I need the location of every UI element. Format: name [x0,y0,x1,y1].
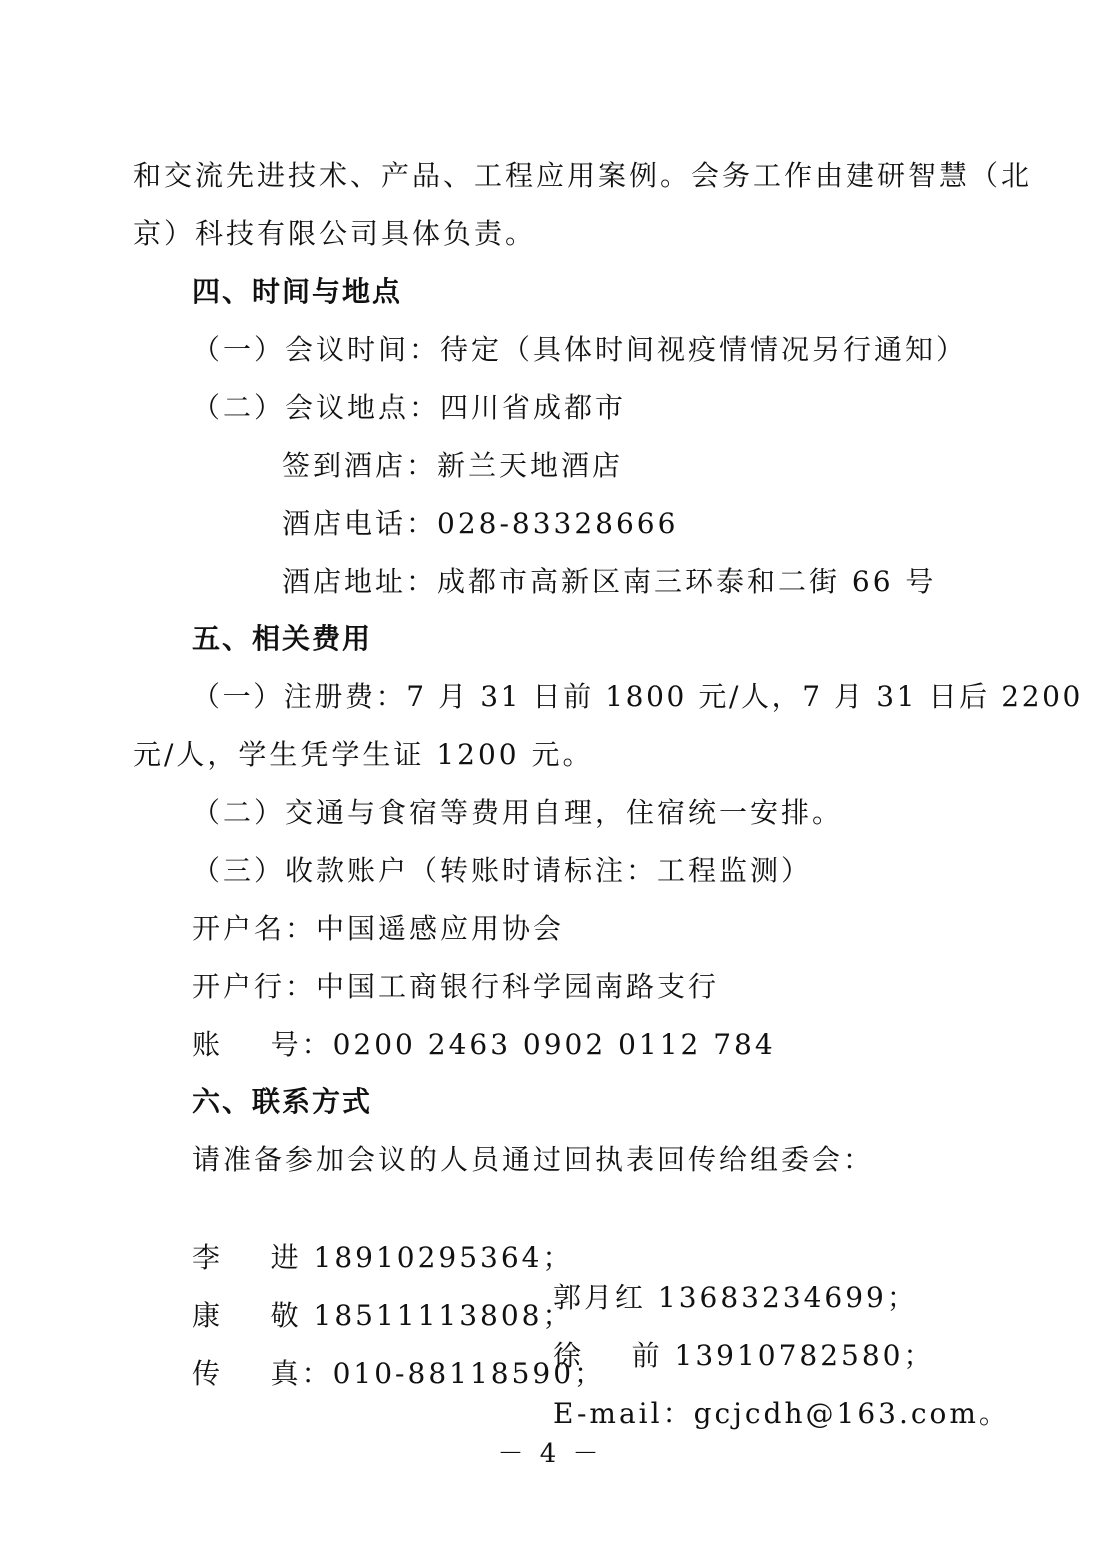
hotel-address: 酒店地址：成都市高新区南三环泰和二街 66 号 [282,565,937,598]
contact-guo-yuehong: 郭月红 13683234699； [553,1281,918,1314]
account-number: 账 号：0200 2463 0902 0112 784 [192,1028,776,1061]
checkin-hotel: 签到酒店：新兰天地酒店 [282,449,624,482]
registration-fee-cont: 元/人，学生凭学生证 1200 元。 [133,738,594,771]
hotel-phone: 酒店电话：028-83328666 [282,507,679,540]
contact-intro: 请准备参加会议的人员通过回执表回传给组委会： [192,1143,875,1176]
registration-fee: （一）注册费：7 月 31 日前 1800 元/人，7 月 31 日后 2200 [192,680,1083,713]
section-heading-time-location: 四、时间与地点 [192,275,403,308]
contact-email: E-mail：gcjcdh@163.com。 [553,1397,1010,1430]
contact-kang-jing: 康 敬 18511113808； [192,1299,574,1332]
account-name: 开户名：中国遥感应用协会 [192,912,565,945]
section-heading-fees: 五、相关费用 [192,622,373,655]
paragraph-line: 和交流先进技术、产品、工程应用案例。会务工作由建研智慧（北 [133,159,1033,192]
meeting-venue: （二）会议地点：四川省成都市 [192,391,627,424]
contact-li-jin: 李 进 18910295364； [192,1241,574,1274]
paragraph-line: 京）科技有限公司具体负责。 [133,217,537,250]
meeting-time: （一）会议时间：待定（具体时间视疫情情况另行通知） [192,333,968,366]
transport-fee: （二）交通与食宿等费用自理，住宿统一安排。 [192,796,844,829]
section-heading-contact: 六、联系方式 [192,1085,373,1118]
account-title: （三）收款账户（转账时请标注：工程监测） [192,854,813,887]
account-bank: 开户行：中国工商银行科学园南路支行 [192,970,720,1003]
page-number: － 4 － [497,1439,603,1469]
contact-xu-qian: 徐 前 13910782580； [553,1339,935,1372]
contact-fax: 传 真：010-88118590； [192,1357,606,1390]
